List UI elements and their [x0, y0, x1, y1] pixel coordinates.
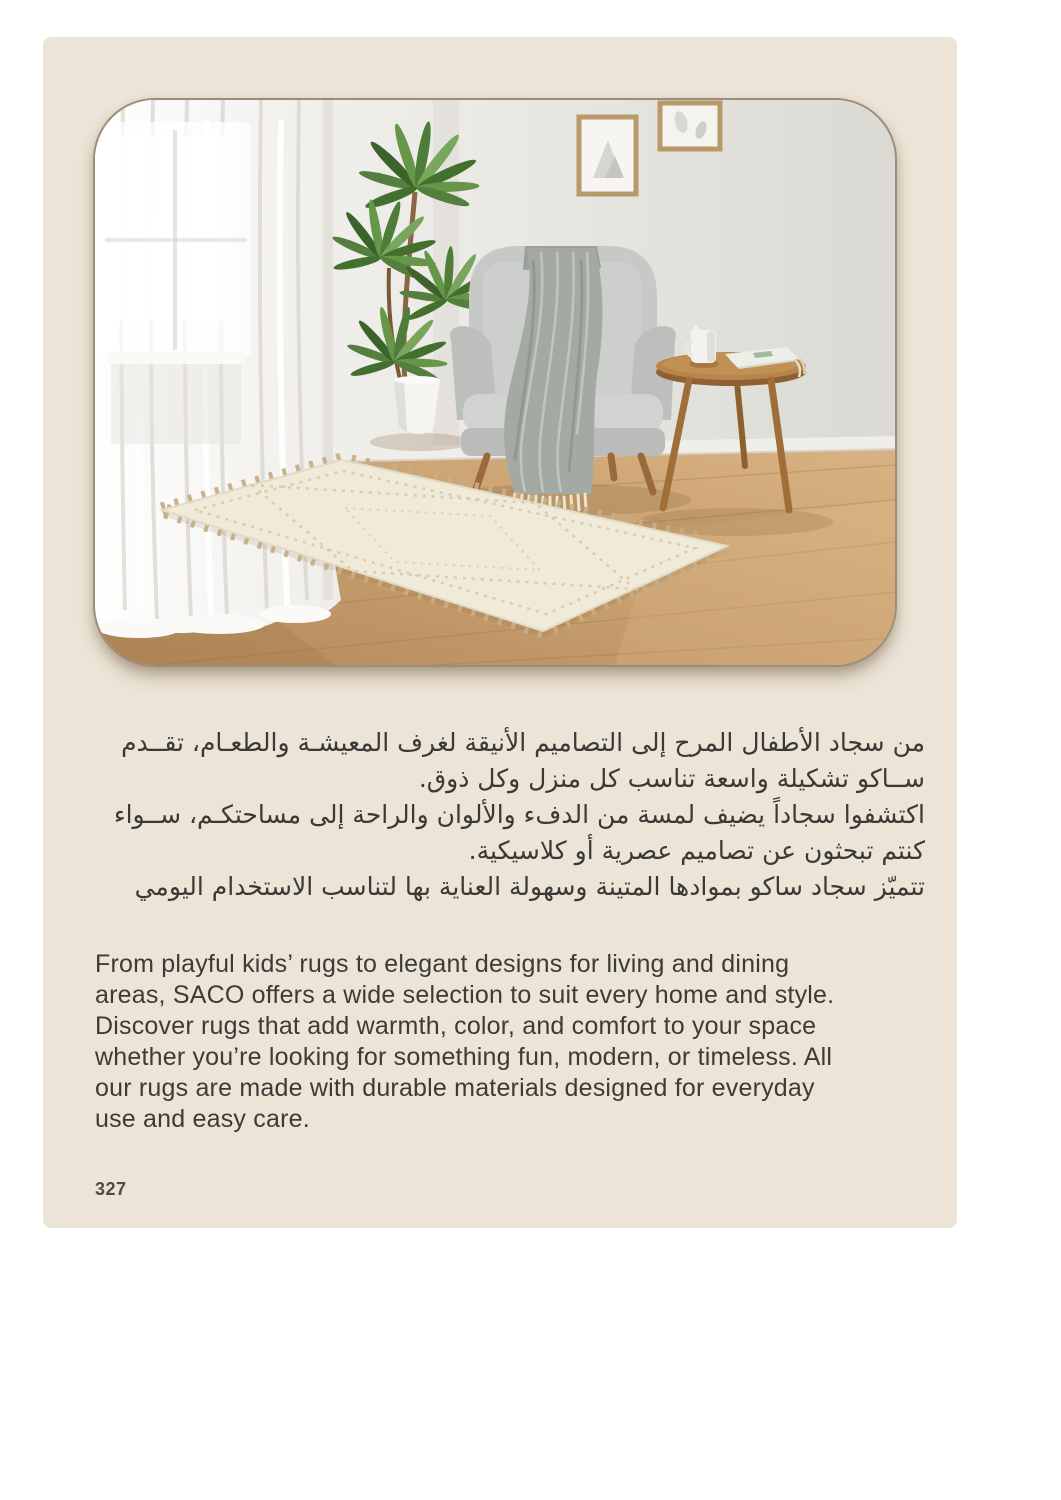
window	[101, 122, 251, 444]
english-paragraph	[95, 949, 834, 1135]
room-photo-illustration	[95, 100, 895, 665]
arabic-paragraph	[93, 725, 925, 905]
arabic-line: من سجاد الأطفال المرح إلى التصاميم الأنيقة لغرف المعيشـة والطعـام، تقــدم	[121, 728, 925, 757]
arabic-line: اكتشفوا سجاداً يضيف لمسة من الدفء والألوان والراحة إلى مساحتكـم، ســواء	[113, 800, 925, 829]
english-line: Discover rugs that add warmth, color, and comfort to your space	[95, 1012, 817, 1040]
picture-frame-small	[660, 103, 720, 149]
english-line: From playful kids’ rugs to elegant designs for living and dining	[95, 950, 790, 978]
page-number: 327	[95, 1179, 127, 1199]
content-card	[43, 37, 957, 1228]
english-line: whether you’re looking for something fun, modern, or timeless. All	[95, 1043, 833, 1071]
picture-frame-large	[579, 117, 636, 194]
arabic-line: ســاكو تشكيلة واسعة تناسب كل منزل وكل ذوق.	[418, 764, 925, 793]
arabic-line: كنتم تبحثون عن تصاميم عصرية أو كلاسيكية.	[468, 836, 925, 865]
english-line: use and easy care.	[95, 1105, 310, 1133]
english-line: areas, SACO offers a wide selection to suit every home and style.	[95, 981, 835, 1009]
arabic-line: تتميّز سجاد ساكو بموادها المتينة وسهولة العناية بها لتناسب الاستخدام اليومي	[134, 872, 925, 901]
english-line: our rugs are made with durable materials designed for everyday	[95, 1074, 815, 1102]
room-photo	[93, 98, 897, 667]
